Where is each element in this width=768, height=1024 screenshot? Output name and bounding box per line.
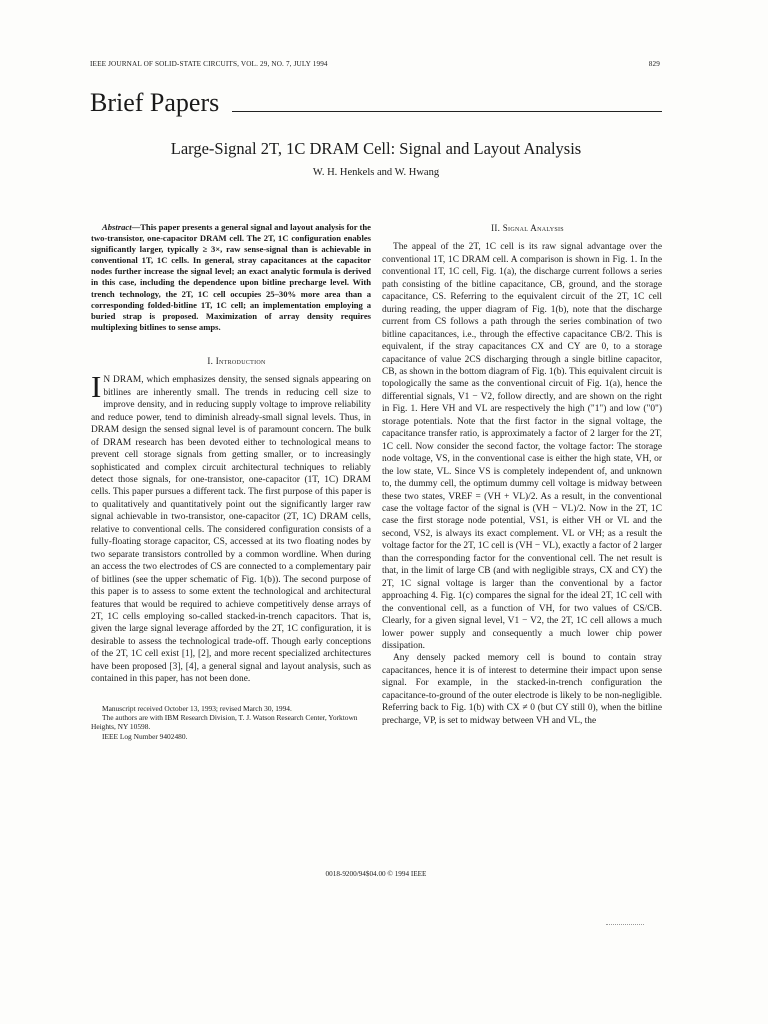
authors: W. H. Henkels and W. Hwang bbox=[312, 167, 440, 178]
paper-title: Large-Signal 2T, 1C DRAM Cell: Signal and Layout Analysis bbox=[170, 139, 582, 158]
section-heading-introduction: I. Introduction bbox=[207, 355, 266, 366]
abstract bbox=[91, 222, 371, 333]
running-head bbox=[90, 60, 660, 72]
signal-paragraph-2: Any densely packed memory cell is bound to contain stray capacitances, hence it is of interest to determine their impact upon sense signal. For example, in the stacked-in-trench configuration the capacitance-to-ground of the outer electrode is likely to be non-negligible. Referring back to Fig. 1(b) with CX ≠ 0 (but CY still 0), when the bitline precharge, VP, is set to midway between VH and VL, the bbox=[382, 653, 662, 726]
footnote-received: Manuscript received October 13, 1993; revised March 30, 1994. bbox=[102, 703, 292, 713]
abstract-text: This paper presents a general signal and layout analysis for the two-transistor, one-capacitor DRAM cell. The 2T, 1C configuration enables significantly larger, typically ≥ 3×, raw sense-signal than is achievable in conventional 1T, 1C cells. In general, stray capacitances at the capacitor nodes further increase the signal level; an exact analytic formula is derived in this case, including the dependence upon bitline precharge level. With trench technology, the 2T, 1C cell occupies 25–30% more area than a corresponding folded-bitline 1T, 1C cell; an implementation employing a buried strap is proposed. Maximization of array density requires multiplexing bitlines to sense amps. bbox=[91, 222, 371, 332]
page-number: 829 bbox=[648, 60, 660, 68]
bottom-mark bbox=[606, 924, 644, 925]
intro-paragraph bbox=[91, 369, 371, 685]
right-column bbox=[382, 222, 662, 727]
section-banner bbox=[90, 88, 662, 118]
intro-text: N DRAM, which emphasizes density, the sensed signals appearing on bitlines are inherently small. The trends in reducing cell size to improve density, and in reducing supply voltage to improve reliability and reduce power, tend to diminish already-small signal levels. Thus, in DRAM design the sensed signal level is of paramount concern. The bulk of DRAM research has been devoted either to technological means to prevent cell storage signals from getting smaller, or to increasingly sophisticated and complex circuit architectural techniques to reliably detect those signals, for one-transistor, one-capacitor (1T, 1C) DRAM cells. This paper pursues a different tack. The first purpose of this paper is to qualitatively and quantitatively point out the significantly larger raw signal achievable in two-transistor, one-capacitor (2T, 1C) DRAM cells, relative to conventional cells. The considered configuration consists of a fully-floating storage capacitor, CS, accessed at its two floating nodes by two separate transistors controlled by a common wordline. When during an access the two electrodes of CS are connected to a complementary pair of bitlines (see the upper schematic of Fig. 1(b)). The second purpose of this paper is to assess to some extent the technological and architectural features that would be required to achieve competitively dense arrays of 2T, 1C cells employing so-called stacked-in-trench capacitors. That is, given the large signal leverage afforded by the 2T, 1C configuration, it is desirable to assess the technological trade-off. Though early conceptions of the 2T, 1C cell exist [1], [2], and more recent specialized architectures have been proposed [3], [4], a general signal and layout analysis, such as contained in this paper, has not been done. bbox=[91, 375, 371, 685]
banner-title: Brief Papers bbox=[90, 88, 220, 117]
footnote-affiliation: The authors are with IBM Research Division, T. J. Watson Research Center, Yorktown Heights, NY 10598. bbox=[91, 713, 358, 732]
journal-citation: IEEE JOURNAL OF SOLID-STATE CIRCUITS, VOL. 29, NO. 7, JULY 1994 bbox=[90, 60, 328, 68]
footnote-log-number: IEEE Log Number 9402480. bbox=[102, 731, 188, 741]
signal-paragraph-1: The appeal of the 2T, 1C cell is its raw signal advantage over the conventional 1T, 1C DRAM cell. A comparison is shown in Fig. 1. In the conventional 1T, 1C cell, Fig. 1(a), the discharge current follows a series path consisting of the bitline capacitance, CB, ground, and the storage capacitance, CS. Referring to the equivalent circuit of the 2T, 1C cell during reading, the upper diagram of Fig. 1(b), note that the discharge current from CS follows a path through the series combination of two bitline capacitances, i.e., through the effective capacitance CB/2. This is equivalent, if the stray capacitances CX and CY are 0, to a storage capacitance of value 2CS discharging through a single bitline capacitor, CB, as shown in the bottom diagram of Fig. 1(b). This equivalent circuit is topologically the same as the conventional circuit of Fig. 1(a), hence the differential signals, V1 − V2, follow directly, and are shown on the right in Fig. 1. Here VH and VL are respectively the high ("1") and low ("0") storage potentials. Note that the first factor in the signal voltage, the capacitance transfer ratio, is approximately a factor of 2 larger for the 2T, 1C cell. Now consider the second factor, the voltage factor: The storage node voltage, VS, in the conventional case is either the high state, VH, or the low state, VL. Since VS is completely independent of, and unknown to, the dummy cell, the optimum dummy cell voltage is midway between these two states, VREF = (VH + VL)/2. As a result, in the conventional case the voltage factor of the signal is (VH − VL)/2. Now in the 2T, 1C case the first storage node potential, VS1, is either VH or VL and the second, VS2, is always its exact complement. VL or VH; as a result the voltage factor for the 2T, 1C cell is (VH − VL), exactly a factor of 2 larger than the corresponding factor for the conventional cell. The net result is that, in the limit of large CB (and with negligible strays, CX and CY) the 2T, 1C signal voltage is larger than the conventional by a factor approaching 4. Fig. 1(c) compares the signal for the ideal 2T, 1C cell with the conventional cell, as a function of VH, for two values of CS/CB. Clearly, for a given signal level, V1 − V2, the 2T, 1C cell allows a much lower power supply and consequently a much lower chip power dissipation. bbox=[382, 242, 663, 651]
footnotes bbox=[91, 704, 371, 741]
banner-rule bbox=[232, 111, 662, 112]
section-heading-signal-analysis: II. Signal Analysis bbox=[491, 223, 564, 233]
drop-cap: I bbox=[91, 369, 102, 405]
abstract-label: Abstract— bbox=[102, 222, 141, 232]
left-column bbox=[91, 222, 371, 741]
copyright-footer: 0018-9200/94$04.00 © 1994 IEEE bbox=[325, 870, 427, 878]
